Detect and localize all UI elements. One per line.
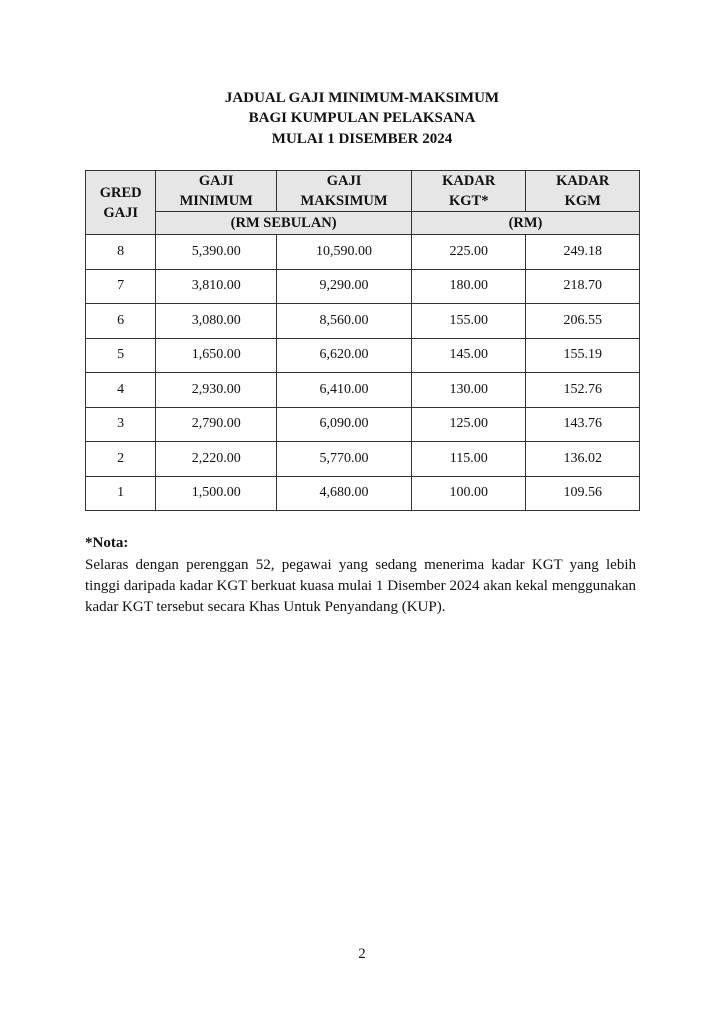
cell-kadar-kgm: 218.70 (526, 269, 640, 304)
cell-gaji-minimum: 3,810.00 (156, 269, 277, 304)
header-kadar-kgt: KADAR KGT* (411, 171, 525, 212)
note-heading: *Nota: (85, 535, 129, 551)
cell-kadar-kgt: 130.00 (411, 373, 525, 408)
cell-kadar-kgm: 155.19 (526, 338, 640, 373)
cell-gaji-maksimum: 6,410.00 (277, 373, 412, 408)
cell-gaji-maksimum: 10,590.00 (277, 235, 412, 270)
cell-kadar-kgt: 125.00 (411, 407, 525, 442)
cell-grade: 2 (86, 442, 156, 477)
document-title: JADUAL GAJI MINIMUM-MAKSIMUM (224, 90, 500, 106)
cell-gaji-minimum: 5,390.00 (156, 235, 277, 270)
cell-kadar-kgt: 225.00 (411, 235, 525, 270)
cell-gaji-minimum: 2,790.00 (156, 407, 277, 442)
cell-grade: 6 (86, 304, 156, 339)
page-number: 2 (358, 946, 366, 962)
document-subtitle: BAGI KUMPULAN PELAKSANA (248, 110, 476, 126)
cell-kadar-kgm: 143.76 (526, 407, 640, 442)
cell-gaji-maksimum: 4,680.00 (277, 476, 412, 511)
table-row (86, 407, 640, 442)
cell-gaji-maksimum: 8,560.00 (277, 304, 412, 339)
cell-grade: 5 (86, 338, 156, 373)
cell-kadar-kgt: 155.00 (411, 304, 525, 339)
cell-kadar-kgt: 115.00 (411, 442, 525, 477)
table-header-row (86, 171, 640, 212)
cell-gaji-minimum: 1,500.00 (156, 476, 277, 511)
cell-kadar-kgm: 152.76 (526, 373, 640, 408)
cell-gaji-minimum: 2,930.00 (156, 373, 277, 408)
cell-gaji-maksimum: 6,090.00 (277, 407, 412, 442)
header-gaji-maksimum: GAJI MAKSIMUM (277, 171, 412, 212)
note-body: Selaras dengan perenggan 52, pegawai yang sedang menerima kadar KGT yang lebih tinggi daripada kadar KGT berkuat kuasa mulai 1 Disember 2024 akan kekal menggunakan kadar KGT tersebut secara Khas Untuk Penyandang (KUP). (85, 557, 636, 615)
table-row (86, 269, 640, 304)
cell-gaji-maksimum: 5,770.00 (277, 442, 412, 477)
unit-rm-sebulan: (RM SEBULAN) (156, 212, 412, 235)
cell-gaji-maksimum: 6,620.00 (277, 338, 412, 373)
cell-grade: 3 (86, 407, 156, 442)
effective-date-title: MULAI 1 DISEMBER 2024 (271, 131, 453, 147)
header-gaji-minimum: GAJI MINIMUM (156, 171, 277, 212)
table-row (86, 304, 640, 339)
table-row (86, 442, 640, 477)
cell-grade: 1 (86, 476, 156, 511)
table-body (86, 235, 640, 511)
salary-table (85, 170, 640, 511)
table-row (86, 338, 640, 373)
cell-kadar-kgm: 136.02 (526, 442, 640, 477)
cell-kadar-kgt: 145.00 (411, 338, 525, 373)
cell-gaji-maksimum: 9,290.00 (277, 269, 412, 304)
cell-kadar-kgt: 180.00 (411, 269, 525, 304)
cell-grade: 4 (86, 373, 156, 408)
header-gred-gaji: GRED GAJI (86, 171, 156, 235)
cell-grade: 8 (86, 235, 156, 270)
cell-kadar-kgm: 109.56 (526, 476, 640, 511)
header-kadar-kgm: KADAR KGM (526, 171, 640, 212)
cell-kadar-kgt: 100.00 (411, 476, 525, 511)
cell-grade: 7 (86, 269, 156, 304)
table-unit-row (86, 212, 640, 235)
table-row (86, 373, 640, 408)
unit-rm: (RM) (411, 212, 639, 235)
table-row (86, 235, 640, 270)
cell-kadar-kgm: 249.18 (526, 235, 640, 270)
cell-kadar-kgm: 206.55 (526, 304, 640, 339)
cell-gaji-minimum: 1,650.00 (156, 338, 277, 373)
table-row (86, 476, 640, 511)
cell-gaji-minimum: 3,080.00 (156, 304, 277, 339)
cell-gaji-minimum: 2,220.00 (156, 442, 277, 477)
